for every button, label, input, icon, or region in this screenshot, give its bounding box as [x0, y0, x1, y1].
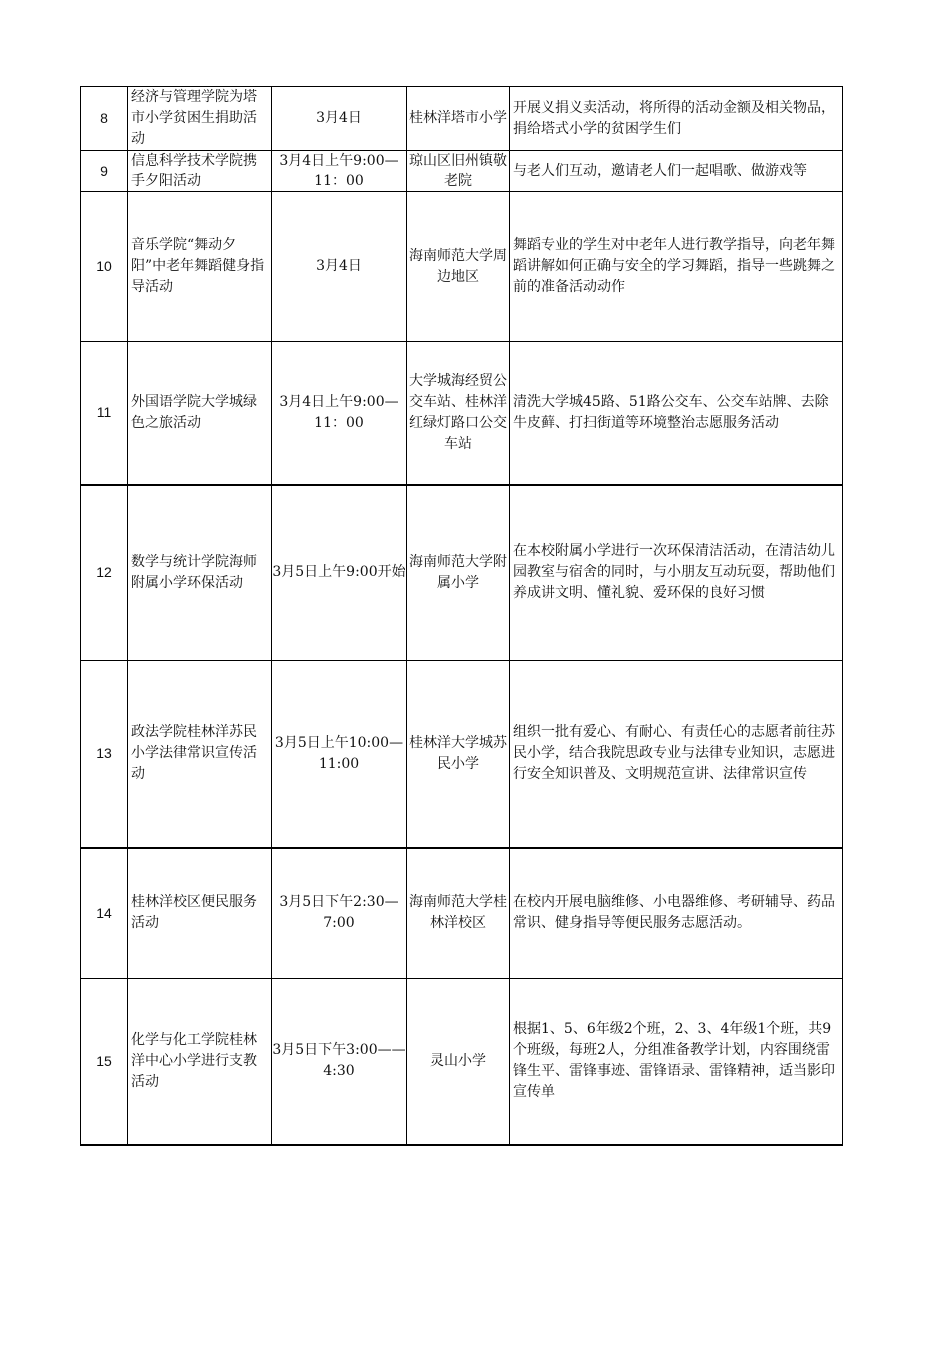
row-number: 12: [81, 485, 128, 661]
activity-name: 信息科学技术学院携手夕阳活动: [128, 151, 272, 192]
activity-description: 在校内开展电脑维修、小电器维修、考研辅导、药品常识、健身指导等便民服务志愿活动。: [510, 848, 843, 979]
activity-time: 3月4日: [272, 87, 407, 151]
row-number: 13: [81, 661, 128, 848]
activity-description: 根据1、5、6年级2个班，2、3、4年级1个班，共9个班级，每班2人，分组准备教学计划，内容围绕雷锋生平、雷锋事迹、雷锋语录、雷锋精神，适当影印宣传单: [510, 979, 843, 1145]
row-number: 9: [81, 151, 128, 192]
row-number: 11: [81, 342, 128, 485]
table-row: [81, 979, 843, 1145]
row-number: 14: [81, 848, 128, 979]
table-row: [81, 485, 843, 661]
activity-name: 外国语学院大学城绿色之旅活动: [128, 342, 272, 485]
activity-place: 桂林洋大学城苏民小学: [407, 661, 510, 848]
activity-name: 化学与化工学院桂林洋中心小学进行支教活动: [128, 979, 272, 1145]
activity-place: 大学城海经贸公交车站、桂林洋红绿灯路口公交车站: [407, 342, 510, 485]
activity-time: 3月5日上午10:00—11:00: [272, 661, 407, 848]
table-row: [81, 661, 843, 848]
activity-time: 3月4日上午9:00—11：00: [272, 342, 407, 485]
activity-place: 桂林洋塔市小学: [407, 87, 510, 151]
activity-time: 3月4日: [272, 192, 407, 342]
activity-description: 与老人们互动，邀请老人们一起唱歌、做游戏等: [510, 151, 843, 192]
row-number: 10: [81, 192, 128, 342]
row-number: 15: [81, 979, 128, 1145]
activity-description: 开展义捐义卖活动，将所得的活动金额及相关物品，捐给塔式小学的贫困学生们: [510, 87, 843, 151]
table-row: [81, 151, 843, 192]
activity-place: 海南师范大学桂林洋校区: [407, 848, 510, 979]
row-number: 8: [81, 87, 128, 151]
activity-name: 数学与统计学院海师附属小学环保活动: [128, 485, 272, 661]
table-row: [81, 87, 843, 151]
activity-name: 桂林洋校区便民服务活动: [128, 848, 272, 979]
table-row: [81, 848, 843, 979]
activity-place: 海南师范大学附属小学: [407, 485, 510, 661]
activity-description: 组织一批有爱心、有耐心、有责任心的志愿者前往苏民小学，结合我院思政专业与法律专业知识，志愿进行安全知识普及、文明规范宣讲、法律常识宣传: [510, 661, 843, 848]
activity-name: 音乐学院“舞动夕阳”中老年舞蹈健身指导活动: [128, 192, 272, 342]
activity-place: 琼山区旧州镇敬老院: [407, 151, 510, 192]
table-row: [81, 192, 843, 342]
activity-description: 在本校附属小学进行一次环保清洁活动，在清洁幼儿园教室与宿舍的同时，与小朋友互动玩耍，帮助他们养成讲文明、懂礼貌、爱环保的良好习惯: [510, 485, 843, 661]
activity-name: 经济与管理学院为塔市小学贫困生捐助活动: [128, 87, 272, 151]
activity-description: 舞蹈专业的学生对中老年人进行教学指导，向老年舞蹈讲解如何正确与安全的学习舞蹈，指导一些跳舞之前的准备活动动作: [510, 192, 843, 342]
activity-time: 3月5日上午9:00开始: [272, 485, 407, 661]
activity-place: 海南师范大学周边地区: [407, 192, 510, 342]
activity-time: 3月4日上午9:00—11：00: [272, 151, 407, 192]
activity-name: 政法学院桂林洋苏民小学法律常识宣传活动: [128, 661, 272, 848]
table-row: [81, 342, 843, 485]
activity-table: [80, 86, 843, 1146]
activity-description: 清洗大学城45路、51路公交车、公交车站牌、去除牛皮藓、打扫街道等环境整治志愿服务活动: [510, 342, 843, 485]
activity-time: 3月5日下午2:30—7:00: [272, 848, 407, 979]
activity-time: 3月5日下午3:00——4:30: [272, 979, 407, 1145]
activity-place: 灵山小学: [407, 979, 510, 1145]
